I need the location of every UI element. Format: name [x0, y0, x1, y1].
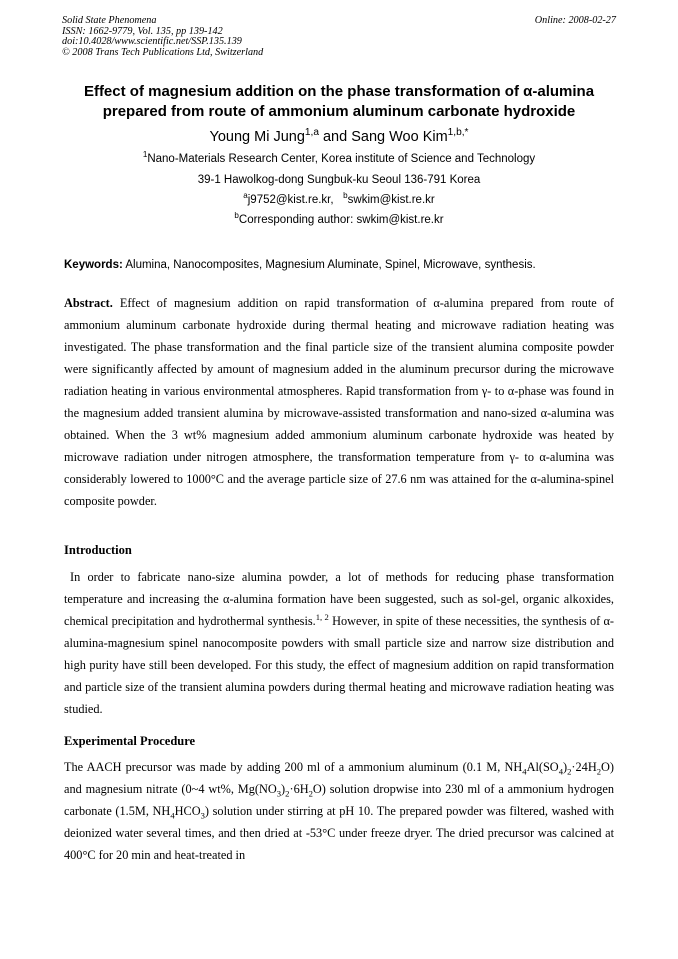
issn-line: ISSN: 1662-9779, Vol. 135, pp 139-142 — [62, 25, 223, 37]
author-1: Young Mi Jung — [209, 129, 305, 145]
exp-text: O) and magnesium nitrate (0~4 wt%, Mg(NO — [64, 760, 614, 796]
journal-name: Solid State Phenomena — [62, 15, 157, 26]
keywords-label: Keywords: — [64, 259, 123, 271]
exp-sub: 2 — [285, 788, 290, 799]
affil-institution: Nano-Materials Research Center, Korea institute of Science and Technology — [147, 153, 536, 165]
keywords-text: Alumina, Nanocomposites, Magnesium Aluminate, Spinel, Microwave, synthesis. — [122, 259, 536, 271]
affiliation-line-1 — [40, 152, 638, 166]
author-1-affil: 1,a — [304, 127, 319, 139]
abstract — [64, 292, 614, 512]
author-list — [40, 128, 638, 146]
exp-sub: 4 — [558, 766, 563, 777]
intro-text-1: In order to fabricate nano-size alumina powder, a lot of methods for reducing phase transformation temperature and increasing the α-alumina formation have been suggested, such as sol-gel, organic alkoxides, chemical precipitation and hydrothermal synthesis. — [64, 570, 614, 628]
exp-sub: 2 — [308, 788, 313, 799]
exp-text: HCO — [174, 804, 201, 818]
corr-marker: b — [234, 211, 239, 221]
exp-text: The AACH precursor was made by adding 200 ml of a ammonium aluminum (0.1 M, NH — [64, 760, 523, 774]
exp-text: ) — [563, 760, 568, 774]
abstract-text: Effect of magnesium addition on rapid transformation of α-alumina prepared from route of ammonium aluminum carbonate hydroxide during thermal heating and microwave radiation heating was investigated. The phase transformation and the final particle size of the transient alumina composite powder were significantly affected by amount of magnesium added in the aluminum precursor during the microwave radiation heating in various environmental atmospheres. Rapid transformation from γ- to α-phase was found in the magnesium added transient alumina by microwave-assisted transformation and nano-sized α-alumina was obtained. When the 3 wt% magnesium added ammonium aluminum carbonate hydroxide was heated by microwave radiation under nitrogen atmosphere, the transformation temperature from γ- to α-alumina was considerably lowered to 1000°C and the average particle size of 27.6 nm was attained for the α-alumina-spinel composite powder. — [64, 296, 614, 508]
exp-text: O) solution dropwise into 230 ml of a ammonium hydrogen carbonate (1.5M, NH — [64, 782, 614, 818]
copyright-line: © 2008 Trans Tech Publications Ltd, Switzerland — [62, 46, 264, 58]
title-line-1: Effect of magnesium addition on the phase transformation of α-alumina — [83, 83, 595, 100]
email-b-marker: b — [343, 191, 348, 201]
affil-marker: 1 — [142, 150, 148, 160]
doi-line: doi:10.4028/www.scientific.net/SSP.135.139 — [62, 36, 242, 48]
email-line — [40, 193, 638, 207]
online-date: Online: 2008-02-27 — [534, 15, 616, 26]
email-a-marker: a — [243, 191, 248, 201]
exp-sub: 3 — [200, 810, 205, 821]
author-2-affil: 1,b,* — [447, 127, 469, 139]
corresponding-author — [40, 213, 638, 227]
intro-text-2: However, in spite of these necessities, the synthesis of α-alumina-magnesium spinel nanocomposite powders with small particle size and narrow size distribution and high purity have still been developed. For this study, the effect of magnesium addition on rapid transformation and particle size of the transient alumina powders during thermal heating and microwave radiation heating was studied. — [64, 614, 614, 716]
exp-sub: 2 — [567, 766, 572, 777]
exp-sub: 4 — [522, 766, 527, 777]
corr-text: Corresponding author: swkim@kist.re.kr — [238, 214, 444, 226]
abstract-label: Abstract. — [64, 296, 113, 310]
exp-text: ·24H — [571, 760, 597, 774]
exp-text: ) solution under stirring at pH 10. The prepared powder was filtered, washed with deionized water several times, and then dried at -53°C under freeze dryer. The dried precursor was calcined at 400°C for 20 min and heat-treated in — [64, 804, 614, 862]
paper-title — [40, 82, 638, 122]
exp-text: ·6H — [289, 782, 309, 796]
introduction-heading: Introduction — [64, 543, 132, 557]
author-2: Sang Woo Kim — [351, 129, 448, 145]
exp-sub: 4 — [170, 810, 175, 821]
exp-sub: 2 — [596, 766, 602, 777]
email-b[interactable]: swkim@kist.re.kr — [347, 194, 435, 206]
intro-citation: 1, 2 — [315, 611, 329, 622]
email-a[interactable]: j9752@kist.re.kr, — [247, 194, 334, 206]
author-conjunction: and — [318, 129, 352, 145]
keywords — [64, 258, 624, 272]
affiliation-line-2: 39-1 Hawolkog-dong Sungbuk-ku Seoul 136-791 Korea — [197, 174, 481, 186]
exp-text: ) — [281, 782, 286, 796]
title-line-2: prepared from route of ammonium aluminum carbonate hydroxide — [102, 103, 576, 120]
exp-text: Al(SO — [526, 760, 559, 774]
journal-header — [62, 16, 263, 58]
exp-sub: 3 — [276, 788, 282, 799]
introduction-text — [64, 566, 614, 720]
experimental-text — [64, 756, 614, 866]
experimental-heading: Experimental Procedure — [64, 734, 196, 748]
